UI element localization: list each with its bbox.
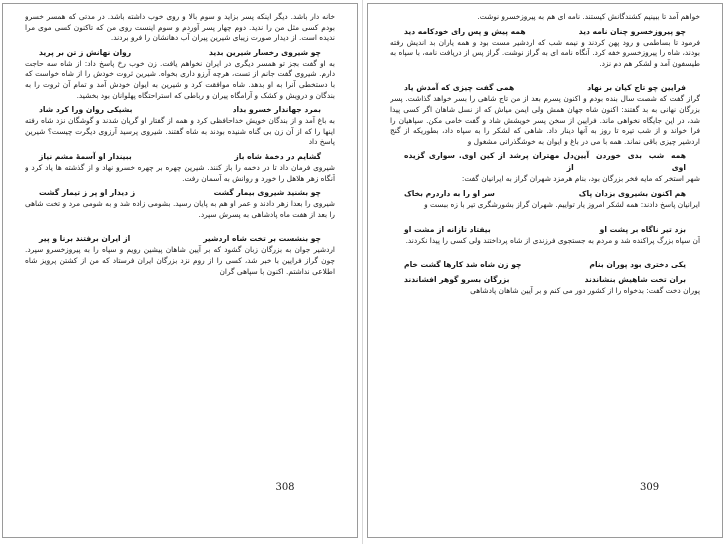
right-page-text xyxy=(390,12,700,487)
verse-couplet xyxy=(390,26,700,38)
verse-hemistich-second: از ایران برفتند برنا و پیر xyxy=(39,234,131,244)
prose-paragraph: به باغ آمد و از بندگان خویش خداحافظی کرد و همه از گفتار او گریان شدند و گوشگان نزد شاه رفته اینها را که از آن زن بی گناه شنیده بودند به شاه گفتند. شیروی پرسید آرزوی دیگرت چیست؟ شیرین پاسخ داد xyxy=(25,116,335,147)
verse-hemistich-second: ببیندار او آسمهٔ مشم نیاز xyxy=(39,151,132,161)
verse-couplet xyxy=(390,224,700,236)
section-gap xyxy=(390,69,700,79)
verse-couplet xyxy=(390,82,700,94)
section-gap xyxy=(390,246,700,256)
prose-paragraph: گراز گفت که شصت سال بنده بودم و اکنون پسرم بعد از من تاج شاهی را بسر خواهد گذاشت. پسر بزرگان نهانی به بد گفتند: اکنون شاه جهان همش ولی ایمن میاش که از نسل شاهان اگر کسی پیدا شد، در این جایگاه نخواهی ماند. فرایین از سخن پسر خویشش شاد و گفت خامی مکن. سپاهیان را فرا خواند و از شب تیره تا روز به آنها دینار داد. شاهی که لشکر را به سپاه داد، بطوریکه از گنج اردشیر چیزی باقی نماند. همه با می در باغ و ایوان به خوشگذرانی مشغول و xyxy=(390,94,700,146)
verse-hemistich-first: چو بنشست بر تخت شاه اردشیر xyxy=(203,234,321,244)
prose-paragraph: خانه دار باشد. دیگر اینکه پسر بزاید و سوم بالا و روی خوب داشته باشد. در مدتی که همسر خسرو بودم کسی مثل من را ندید. دوم چهار پسر آوردم و سوم اینست روی من که تاکنون کسی موی مرا ندیده است. از دیدار صورت زیبای شیرین پیران آب دهانشان را فرو بردند. xyxy=(25,12,335,43)
verse-hemistich-first: بران تخت شاهیش بنشاندند xyxy=(584,275,686,285)
verse-couplet xyxy=(390,188,700,200)
verse-hemistich-second: چو زن شاه شد کارها گشت خام xyxy=(404,260,522,270)
verse-hemistich-first: چو شیروی رخسار شیرین بدید xyxy=(208,47,321,57)
right-page xyxy=(367,3,723,538)
right-page-number: 309 xyxy=(640,482,660,493)
left-page xyxy=(2,3,358,538)
book-spine xyxy=(362,0,363,544)
verse-couplet xyxy=(390,274,700,286)
prose-paragraph: فرمود تا بساطمی و رود پهن کردند و نیمه شب که اردشیر مست بود و همه یاران بد اندیش رفته بودند، شاه را پیروزخسرو خفه کرد. آنگاه نامه ای به گراز نوشت. گراز پس از دریافت نامه، با سپاه به طیسفون آمد و لشکر هم دم نزد. xyxy=(390,37,700,68)
verse-couplet xyxy=(25,47,335,59)
verse-hemistich-second: همی گفت چیزی که آمدش یاد xyxy=(404,83,515,93)
left-page-number: 308 xyxy=(275,482,295,493)
prose-paragraph: به او گفت بجز تو همسر دیگری در ایران نخواهم یافت. زن خوب رخ پاسخ داد: از شاه سه حاجت دارم. شیروی گفت جانم از تست، هرچه آرزو داری بخواه. شیرین ثروت خودش را از شاه خواست که با دستخطی آنرا به او بدهد. شاه موافقت کرد و شیرین به ایوان خودش آمد و تمام آن ثروت را به بندگان و درویش و کشک و آرامگاه پیران و رباطی که استراحتگاه پهلوانان بود بخشید. xyxy=(25,58,335,100)
verse-hemistich-first: هم اکنون بشیروی بزدان پاک xyxy=(578,188,686,198)
section-gap xyxy=(25,220,335,230)
verse-hemistich-second: سر او را به داردرم بخاک xyxy=(404,188,495,198)
prose-paragraph: پوران دخت گفت: بدخواه را از کشور دور می کنم و بر آیین شاهان پادشاهی xyxy=(470,286,700,296)
verse-couplet xyxy=(25,104,335,116)
verse-hemistich-second: دل مهتران پرشد از کین اوی. سواری گزیده از xyxy=(404,151,574,173)
verse-hemistich-first: فرایین چو تاج کیان بر نهاد xyxy=(587,83,686,93)
verse-hemistich-first: یکی دختری بود پوران بنام xyxy=(589,260,686,270)
left-page-text xyxy=(25,12,335,487)
verse-hemistich-first: همه شب بدی خوردن آیین اوی xyxy=(573,151,686,173)
verse-hemistich-first: چو پیروزخسرو چنان نامه دید xyxy=(578,26,686,36)
verse-hemistich-second: بیفتاد تازانه از مشت او xyxy=(404,224,491,234)
verse-hemistich-second: روان نهانش ز تن بر پرید xyxy=(39,47,132,57)
prose-paragraph: شیروی فرمان داد تا در دخمه را باز کنند. شیرین چهره بر چهره خسرو نهاد و از گذشته ها یاد کرد و آنگاه زهر هلاهل را خورد و روانش به آسمان رفت. xyxy=(25,162,335,183)
verse-couplet xyxy=(390,150,700,174)
verse-couplet xyxy=(25,187,335,199)
verse-hemistich-second: بزرگان بسرو گوهر افشاندند xyxy=(404,275,510,285)
prose-paragraph: خواهم آمد تا ببینیم کشندگانش کیستند. نامه ای هم به پیروزخسرو نوشت. xyxy=(477,12,700,21)
prose-paragraph: شهر استخر که مایه فخر بزرگان بود، بنام هرمزد شهران گراز به ایرانیان گفت: xyxy=(461,174,700,184)
verse-hemistich-second: همه پیش و پس رای خودکامه دید xyxy=(404,26,526,36)
prose-paragraph: شیروی را بعدا زهر دادند و عمر او هم به پایان رسید. بشومی زاده شد و به شومی مرد و تخت شاهی را بعد از هفت ماه پادشاهی به پسرش سپرد. xyxy=(25,199,335,219)
verse-hemistich-first: بزد تیر ناگاه بر پشت او xyxy=(599,224,686,234)
verse-hemistich-first: چو بشنید شیروی بیمار گشت xyxy=(213,188,321,198)
prose-paragraph: اردشیر جوان به بزرگان زبان گشود که بر آیین شاهان پیشین رویم و سپاه را به پیروزخسرو سپرد. چون گراز فرایین با خبر شد، کسی را از روم نزد بزرگان ایران فرستاد که من از کشتن پرویز شاه اطلاعی نداشتم. اکنون با سپاهی گران xyxy=(25,245,335,276)
prose-paragraph: آن سپاه بزرگ پراکنده شد و مردم به جستجوی فرزندی از شاه پرداختند ولی کسی را پیدا نکردند. xyxy=(405,235,700,245)
verse-hemistich-second: ز دیدار او پر ز تیمار گشت xyxy=(39,188,136,198)
prose-paragraph: ایرانیان پاسخ دادند: همه لشکر امروز یار تواییم. شهران گراز بشورشگری تیر با زه ببست و xyxy=(424,199,700,209)
verse-couplet xyxy=(25,233,335,245)
verse-hemistich-second: بشیکی روان ورا کرد شاد xyxy=(39,105,133,115)
verse-hemistich-first: گشایم در دخمهٔ شاه باز xyxy=(234,151,321,161)
verse-couplet xyxy=(390,259,700,271)
verse-couplet xyxy=(25,151,335,163)
verse-hemistich-first: بمرد جهاندار خسرو بداد xyxy=(232,105,321,115)
section-gap xyxy=(390,211,700,221)
